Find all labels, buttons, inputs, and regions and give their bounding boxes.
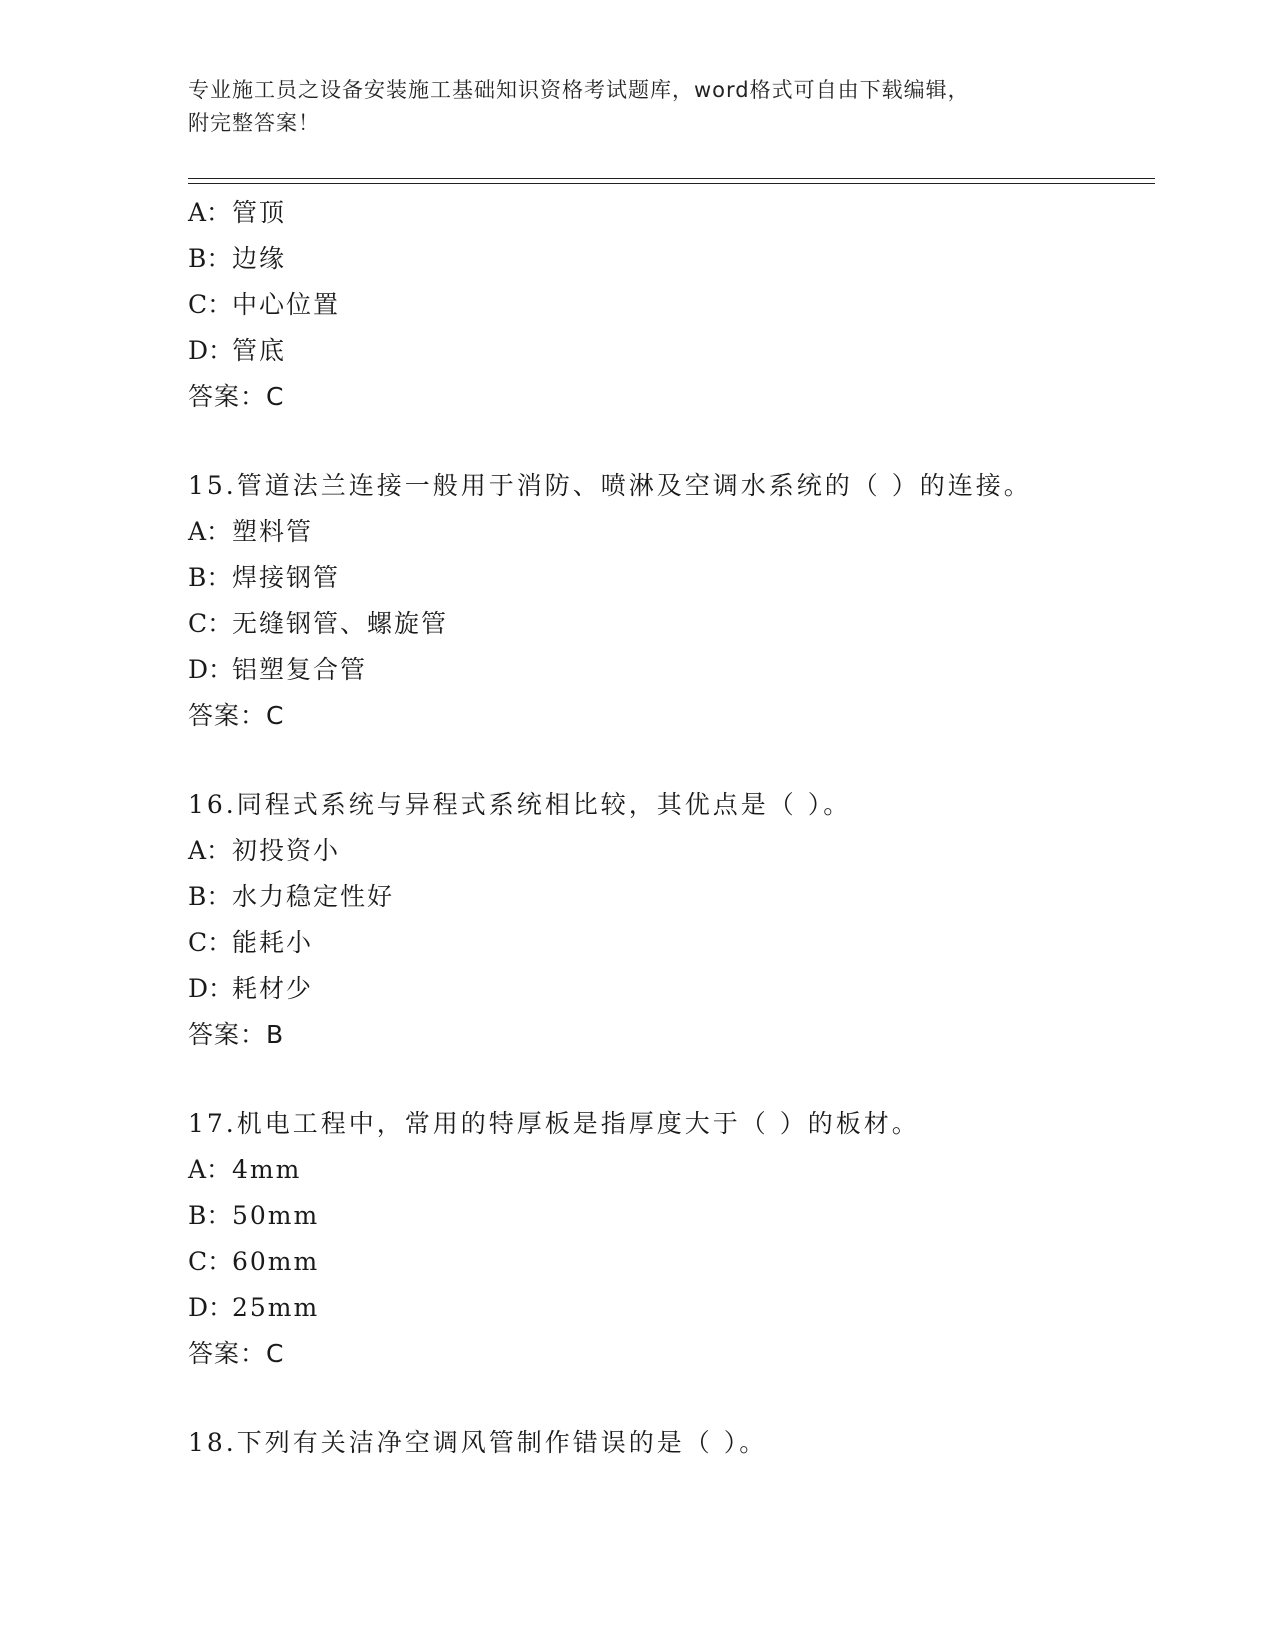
option-d — [188, 328, 1155, 374]
option-key: A： — [188, 517, 232, 546]
option-a — [188, 509, 1155, 555]
answer-line: 答案：C — [188, 1339, 285, 1368]
option-text: 4mm — [232, 1155, 302, 1184]
option-b — [188, 555, 1155, 601]
document-header — [188, 74, 1088, 140]
option-text: 铝塑复合管 — [232, 655, 368, 684]
option-key: C： — [188, 1247, 233, 1276]
option-key: D： — [188, 336, 234, 365]
header-line-1: 专业施工员之设备安装施工基础知识资格考试题库，word格式可自由下载编辑， — [188, 78, 970, 102]
question-block-18 — [188, 1420, 1155, 1466]
option-d — [188, 1285, 1155, 1331]
question-text: 15.管道法兰连接一般用于消防、喷淋及空调水系统的（ ）的连接。 — [188, 471, 1032, 500]
option-a — [188, 828, 1155, 874]
header-divider-top — [188, 178, 1155, 179]
option-text: 耗材少 — [232, 974, 314, 1003]
option-key: D： — [188, 655, 234, 684]
header-divider-bottom — [188, 183, 1155, 184]
option-d — [188, 647, 1155, 693]
spacer — [188, 1058, 1155, 1101]
option-text: 中心位置 — [232, 290, 341, 319]
question-block-14 — [188, 190, 1155, 420]
option-key: A： — [188, 1155, 232, 1184]
option-c — [188, 920, 1155, 966]
option-text: 塑料管 — [232, 517, 314, 546]
option-text: 水力稳定性好 — [232, 882, 395, 911]
option-text: 焊接钢管 — [232, 563, 341, 592]
option-key: B： — [188, 563, 232, 592]
option-b — [188, 236, 1155, 282]
option-key: D： — [188, 974, 234, 1003]
option-key: B： — [188, 1201, 232, 1230]
option-c — [188, 601, 1155, 647]
option-key: A： — [188, 836, 232, 865]
header-line-2: 附完整答案！ — [188, 111, 320, 135]
option-key: C： — [188, 928, 233, 957]
option-key: D： — [188, 1293, 234, 1322]
option-text: 25mm — [232, 1293, 320, 1322]
option-key: B： — [188, 244, 232, 273]
option-a — [188, 190, 1155, 236]
option-key: B： — [188, 882, 232, 911]
option-a — [188, 1147, 1155, 1193]
option-text: 管顶 — [232, 198, 287, 227]
spacer — [188, 739, 1155, 782]
option-text: 管底 — [232, 336, 287, 365]
question-list — [188, 190, 1155, 1466]
option-text: 能耗小 — [232, 928, 314, 957]
answer-line: 答案：C — [188, 701, 285, 730]
spacer — [188, 1377, 1155, 1420]
question-text: 18.下列有关洁净空调风管制作错误的是（ ）。 — [188, 1428, 768, 1457]
option-text: 无缝钢管、螺旋管 — [232, 609, 449, 638]
answer-line: 答案：C — [188, 382, 285, 411]
question-block-15 — [188, 463, 1155, 739]
answer-line: 答案：B — [188, 1020, 285, 1049]
option-b — [188, 1193, 1155, 1239]
option-text: 50mm — [232, 1201, 320, 1230]
option-key: C： — [188, 290, 233, 319]
option-c — [188, 282, 1155, 328]
option-text: 初投资小 — [232, 836, 341, 865]
question-block-16 — [188, 782, 1155, 1058]
spacer — [188, 420, 1155, 463]
question-text: 16.同程式系统与异程式系统相比较，其优点是（ ）。 — [188, 790, 852, 819]
option-key: C： — [188, 609, 233, 638]
option-d — [188, 966, 1155, 1012]
option-text: 边缘 — [232, 244, 287, 273]
question-block-17 — [188, 1101, 1155, 1377]
option-b — [188, 874, 1155, 920]
option-key: A： — [188, 198, 232, 227]
option-text: 60mm — [232, 1247, 320, 1276]
option-c — [188, 1239, 1155, 1285]
question-text: 17.机电工程中，常用的特厚板是指厚度大于（ ）的板材。 — [188, 1109, 920, 1138]
